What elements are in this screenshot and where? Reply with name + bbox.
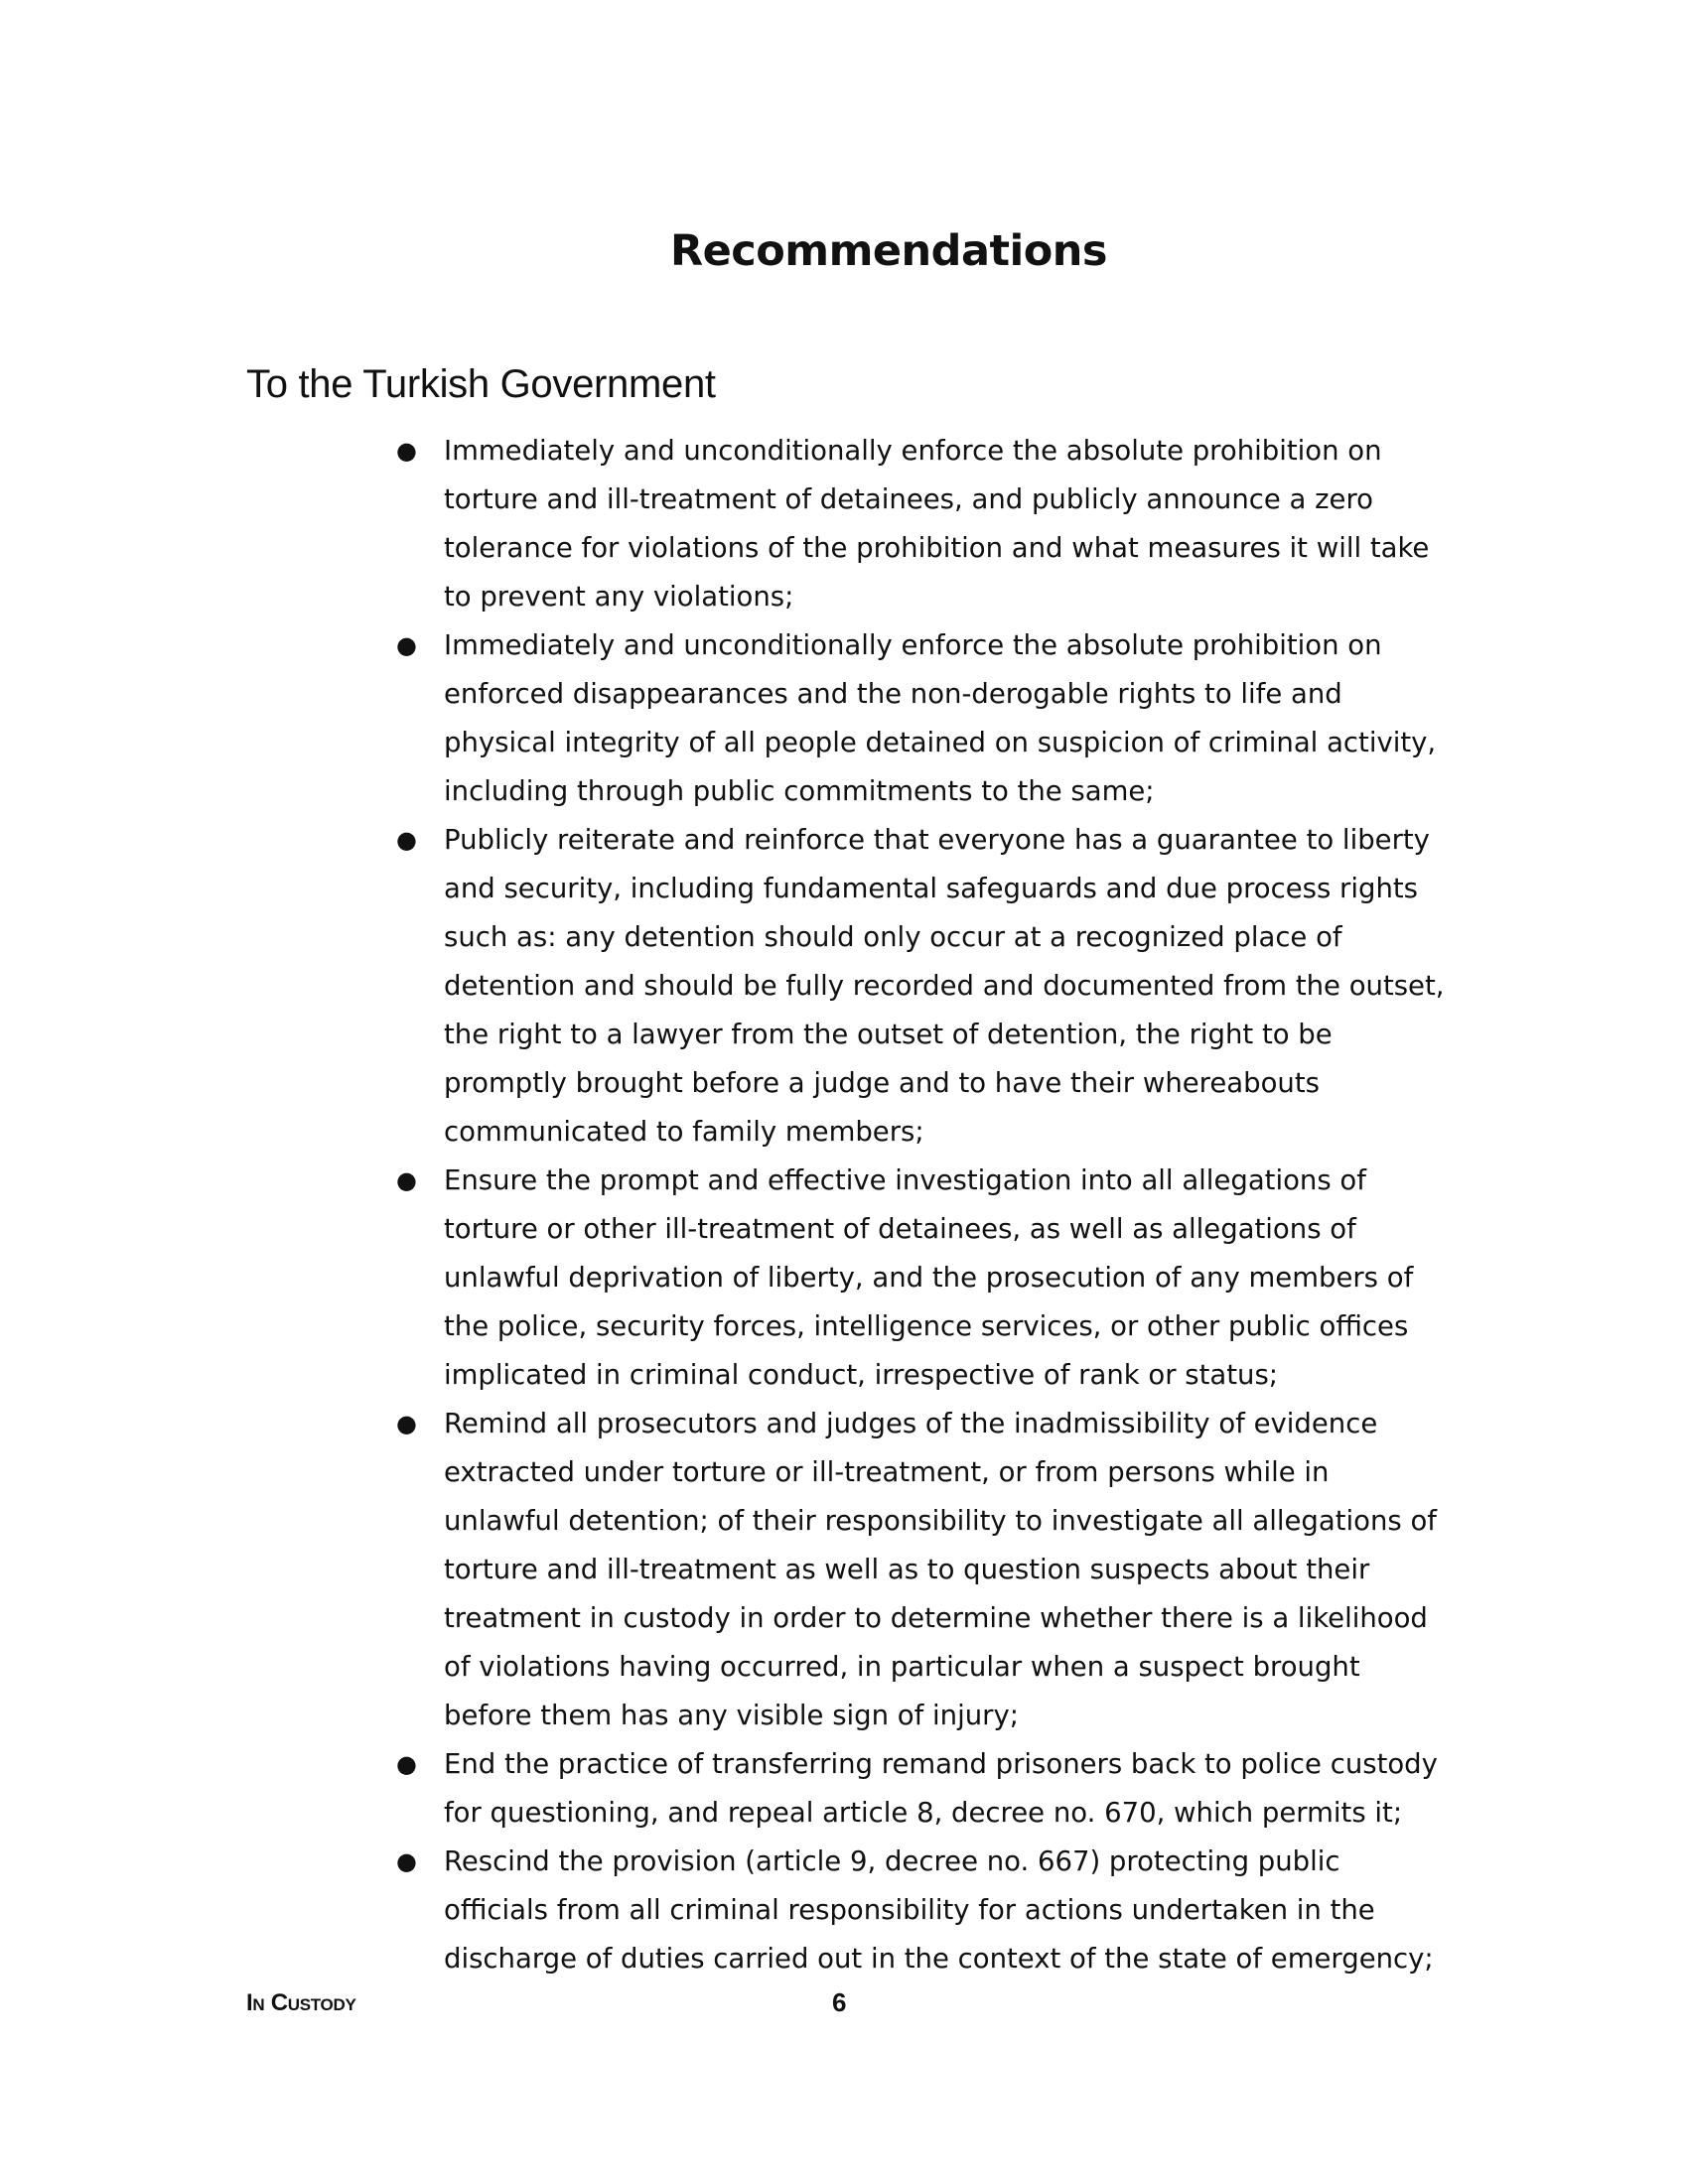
list-item [396,1157,1449,1400]
recommendation-text: Rescind the provision (article 9, decree no. 667) protecting public officials from all criminal responsibility for actions undertaken in the discharge of duties carried out in the context of the state of emergency; [444,1845,1434,1975]
list-item [396,1400,1449,1740]
bullet-icon: ● [396,631,417,659]
bullet-icon: ● [396,1166,417,1194]
recommendations-list [396,427,1449,1983]
page-title: Recommendations [669,226,1108,276]
bullet-icon: ● [396,1847,417,1875]
bullet-icon: ● [396,1750,417,1778]
footer-page-number: 6 [832,1987,847,2017]
section-heading: To the Turkish Government [246,362,716,406]
recommendation-text: End the practice of transferring remand prisoners back to police custody for questioning, and repeal article 8, decree no. 670, which permits it; [444,1748,1438,1829]
list-item [396,621,1449,816]
list-item [396,427,1449,621]
recommendation-text: Remind all prosecutors and judges of the inadmissibility of evidence extracted under torture or ill-treatment, or from persons while in unlawful detention; of their responsibility to investigate all allegations of torture and ill-treatment as well as to question suspects about their treatment in custody in order to determine whether there is a likelihood of violations having occurred, in particular when a suspect brought before them has any visible sign of injury; [444,1408,1437,1731]
bullet-icon: ● [396,1410,417,1437]
list-item [396,816,1449,1157]
recommendation-text: Immediately and unconditionally enforce the absolute prohibition on torture and ill-treatment of detainees, and publicly announce a zero tolerance for violations of the prohibition and what measures it will take to prevent any violations; [444,435,1430,613]
bullet-icon: ● [396,826,417,854]
recommendation-text: Publicly reiterate and reinforce that everyone has a guarantee to liberty and security, including fundamental safeguards and due process rights such as: any detention should only occur at a recognized place of detention and should be fully recorded and documented from the outset, the right to a lawyer from the outset of detention, the right to be promptly brought before a judge and to have their whereabouts communicated to family members; [444,824,1445,1148]
recommendation-text: Immediately and unconditionally enforce the absolute prohibition on enforced disappearances and the non-derogable rights to life and physical integrity of all people detained on suspicion of criminal activity, including through public commitments to the same; [444,629,1437,807]
footer-publication-title: In Custody [246,1989,356,2016]
bullet-icon: ● [396,437,417,465]
recommendation-text: Ensure the prompt and effective investigation into all allegations of torture or other ill-treatment of detainees, as well as allegations of unlawful deprivation of liberty, and the prosecution of any members of the police, security forces, intelligence services, or other public offices implicated in criminal conduct, irrespective of rank or status; [444,1164,1414,1391]
list-item [396,1838,1449,1983]
list-item [396,1740,1449,1838]
